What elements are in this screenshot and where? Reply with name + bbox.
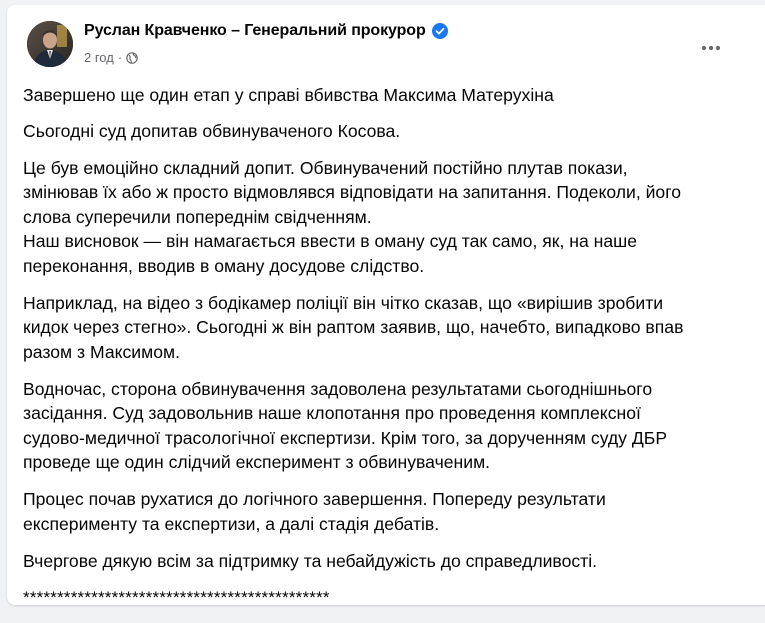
post-paragraph: Вчергове дякую всім за підтримку та небайдужість до справедливості.: [23, 550, 598, 571]
post-paragraph: Це був емоційно складний допит. Обвинувачений постійно плутав покази, змінював їх або ж просто відмовлявся відповідати на запитання. Подеколи, його слова суперечили попереднім свідченням. Наш висновок — він намагається ввести в оману суд так само, як, на наше переконання, вводив в оману досудове слідство.: [23, 157, 682, 276]
post-paragraph: Процес почав рухатися до логічного завершення. Попереду результати експерименту та експертизи, а далі стадія дебатів.: [23, 489, 606, 534]
globe-icon[interactable]: [126, 52, 138, 64]
post-divider-stars: *********************************************: [23, 587, 330, 607]
verified-badge-icon: [432, 23, 448, 39]
post-meta: [84, 50, 138, 65]
more-options-icon: [701, 38, 721, 56]
more-options-button[interactable]: [693, 29, 729, 65]
author-name[interactable]: Руслан Кравченко – Генеральний прокурор: [84, 22, 426, 39]
post-paragraph: Наприклад, на відео з бодікамер поліції він чітко сказав, що «вирішив зробити кидок через стегно». Сьогодні ж він раптом заявив, що, начебто, випадково впав разом з Максимом.: [23, 292, 684, 362]
post-text: [23, 83, 743, 623]
post-timestamp[interactable]: 2 год: [84, 50, 114, 65]
meta-separator: ·: [117, 50, 123, 65]
post-card: [7, 5, 765, 605]
post-paragraph: Завершено ще один етап у справі вбивства Максима Матерухіна: [23, 85, 554, 105]
post-paragraph: Сьогодні суд допитав обвинуваченого Косова.: [23, 120, 401, 141]
post-paragraph: Водночас, сторона обвинувачення задоволена результатами сьогоднішнього засідання. Суд задовольнив наше клопотання про проведення комплексної судово-медичної трасологічної експертизи. Крім того, за дорученням суду ДБР проведе ще один слідчий експеримент з обвинуваченим.: [23, 378, 668, 472]
author-row: [84, 22, 448, 40]
author-avatar[interactable]: [27, 21, 73, 67]
